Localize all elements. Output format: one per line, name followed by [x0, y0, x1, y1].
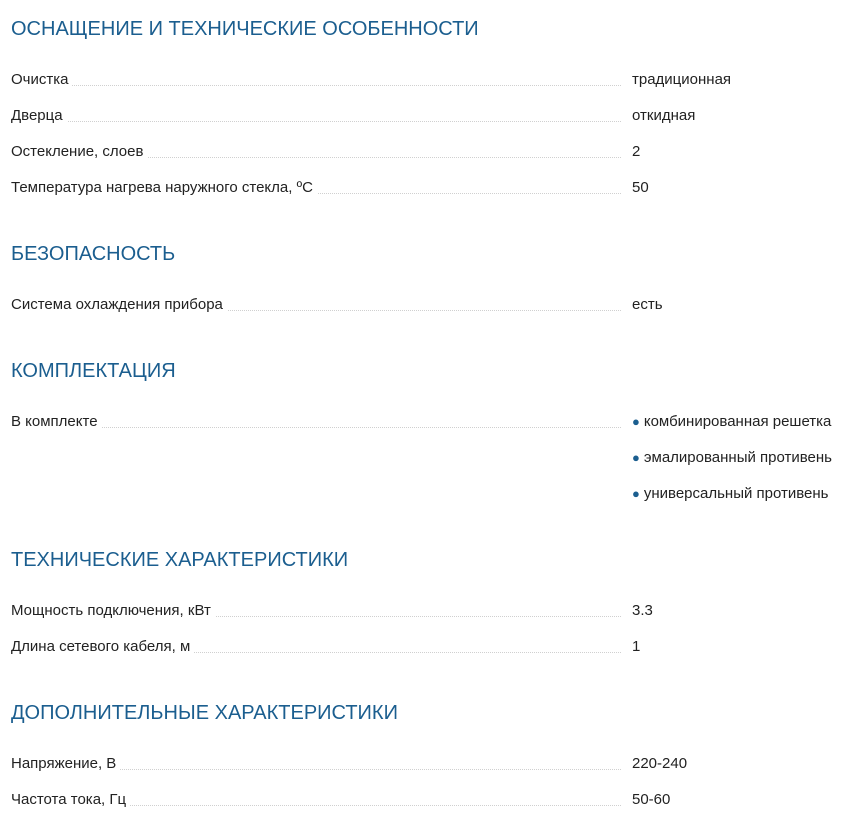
spec-row-cooling — [11, 295, 621, 315]
spec-label: Частота тока, Гц — [11, 791, 130, 808]
bullet-dot-icon: ● — [632, 486, 640, 501]
spec-row-glass-temp — [11, 178, 621, 198]
package-item-text: эмалированный противень — [643, 449, 832, 466]
package-item — [632, 412, 831, 432]
section-title-technical: ТЕХНИЧЕСКИЕ ХАРАКТЕРИСТИКИ — [11, 549, 349, 571]
spec-label: Система охлаждения прибора — [11, 296, 227, 313]
spec-value: 3.3 — [632, 602, 653, 619]
bullet-dot-icon: ● — [632, 414, 640, 429]
spec-label: Длина сетевого кабеля, м — [11, 638, 194, 655]
spec-value: откидная — [632, 107, 696, 124]
spec-value: 50-60 — [632, 791, 671, 808]
bullet-dot-icon: ● — [632, 450, 640, 465]
spec-row-frequency — [11, 790, 621, 810]
spec-label: Остекление, слоев — [11, 143, 147, 160]
spec-row-included — [11, 412, 621, 432]
spec-label: В комплекте — [11, 413, 102, 430]
spec-label: Дверца — [11, 107, 67, 124]
spec-row-cable — [11, 637, 621, 657]
spec-value: есть — [632, 296, 663, 313]
spec-row-door — [11, 106, 621, 126]
package-item-text: комбинированная решетка — [643, 413, 832, 430]
spec-label: Очистка — [11, 71, 72, 88]
spec-value: 220-240 — [632, 755, 688, 772]
section-title-package: КОМПЛЕКТАЦИЯ — [11, 360, 176, 382]
spec-value: 1 — [632, 638, 641, 655]
spec-value: 50 — [632, 179, 649, 196]
package-item — [632, 484, 829, 504]
dotted-leader — [11, 85, 621, 86]
package-item-text: универсальный противень — [643, 485, 829, 502]
section-title-additional: ДОПОЛНИТЕЛЬНЫЕ ХАРАКТЕРИСТИКИ — [11, 702, 398, 724]
spec-row-cleaning — [11, 70, 621, 90]
spec-label: Температура нагрева наружного стекла, ºC — [11, 179, 317, 196]
package-item — [632, 448, 832, 468]
section-title-safety: БЕЗОПАСНОСТЬ — [11, 243, 176, 265]
spec-row-power — [11, 601, 621, 621]
spec-row-voltage — [11, 754, 621, 774]
section-title-equipment: ОСНАЩЕНИЕ И ТЕХНИЧЕСКИЕ ОСОБЕННОСТИ — [11, 18, 479, 40]
spec-value: традиционная — [632, 71, 732, 88]
dotted-leader — [11, 427, 621, 428]
dotted-leader — [11, 121, 621, 122]
spec-label: Мощность подключения, кВт — [11, 602, 215, 619]
spec-value: 2 — [632, 143, 641, 160]
spec-label: Напряжение, В — [11, 755, 120, 772]
spec-row-glazing — [11, 142, 621, 162]
